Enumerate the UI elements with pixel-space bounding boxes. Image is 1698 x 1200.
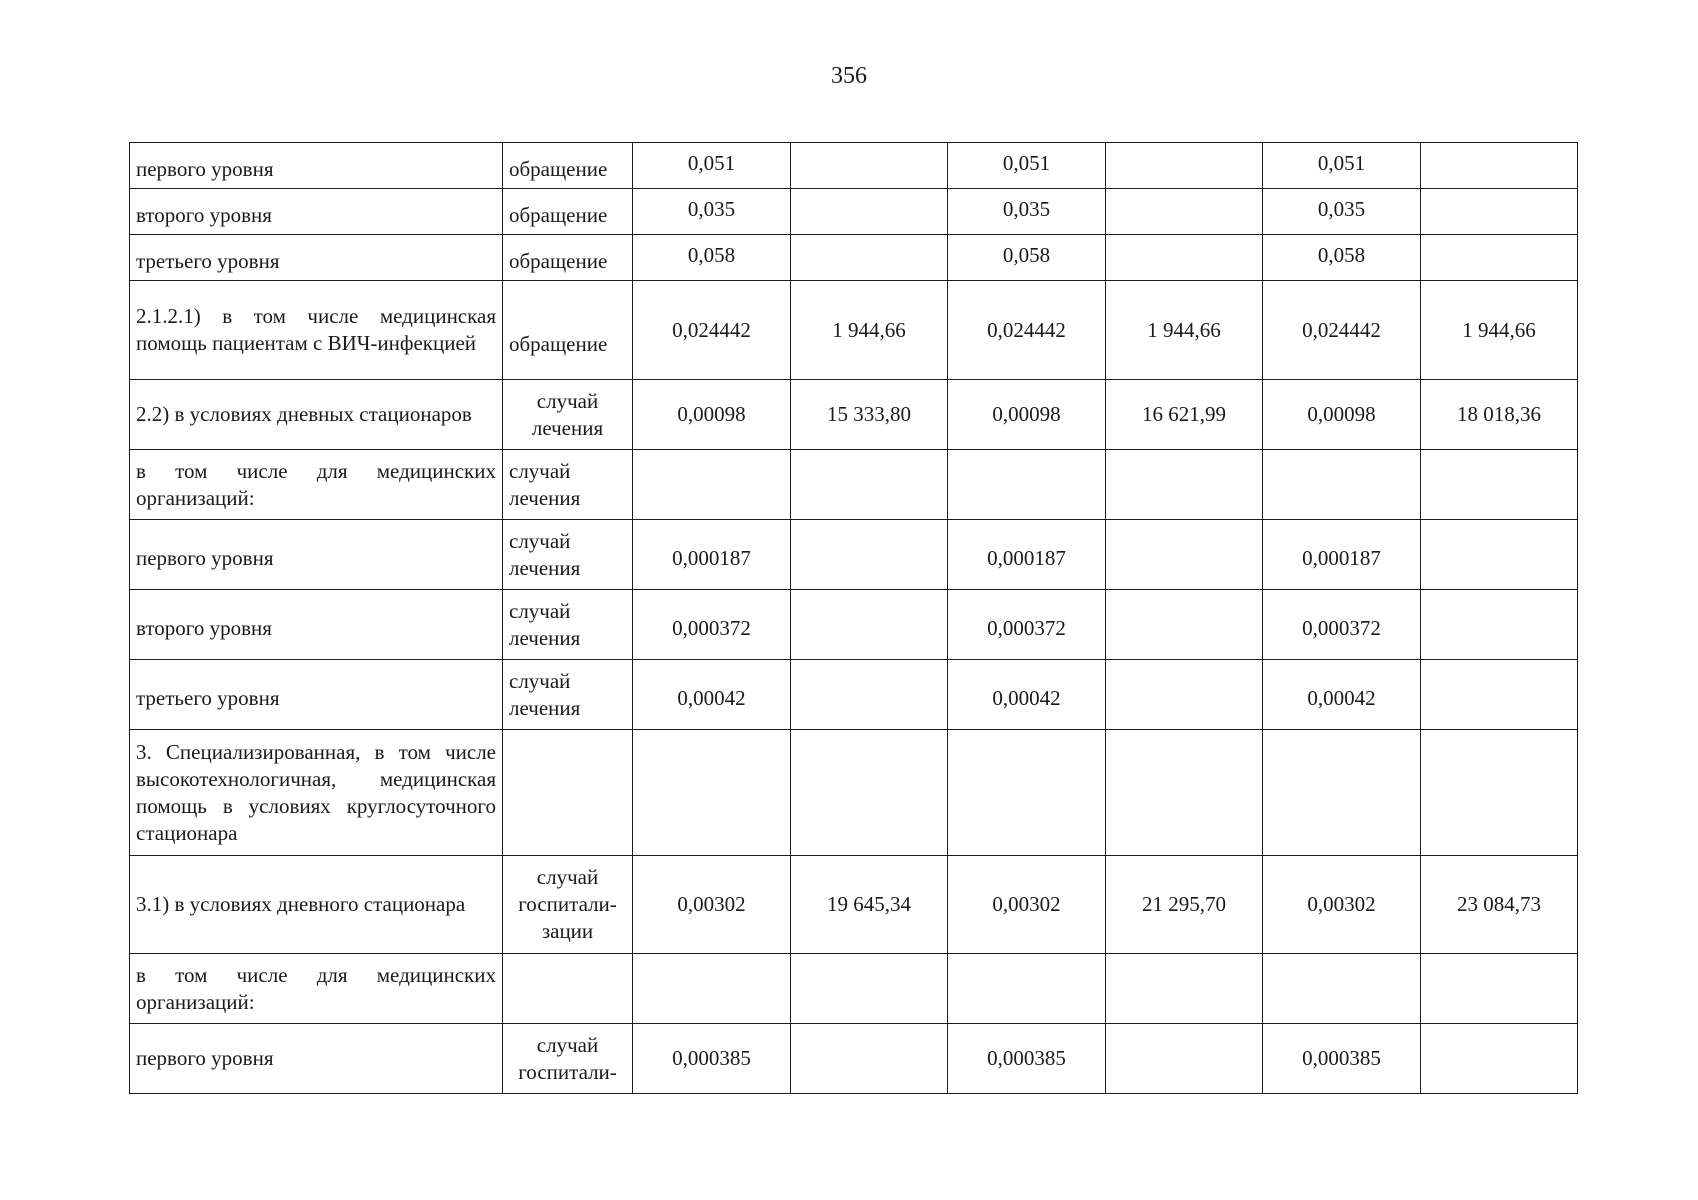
row-name: третьего уровня <box>130 235 503 281</box>
value-cell: 0,058 <box>1263 235 1421 281</box>
value-cell <box>1106 189 1263 235</box>
value-cell <box>633 450 791 520</box>
value-cell <box>633 730 791 856</box>
table-row <box>130 450 1578 520</box>
row-name: второго уровня <box>130 189 503 235</box>
value-cell <box>1106 143 1263 189</box>
table-row <box>130 235 1578 281</box>
value-cell <box>791 954 948 1024</box>
value-cell <box>791 143 948 189</box>
value-cell: 16 621,99 <box>1106 380 1263 450</box>
table-row <box>130 143 1578 189</box>
value-cell: 15 333,80 <box>791 380 948 450</box>
row-name: 3. Специализированная, в том числе высокотехнологичная, медицинская помощь в условиях круглосуточного стационара <box>130 730 503 856</box>
value-cell <box>791 590 948 660</box>
value-cell: 0,00042 <box>948 660 1106 730</box>
row-name: первого уровня <box>130 520 503 590</box>
row-name: третьего уровня <box>130 660 503 730</box>
row-name: 3.1) в условиях дневного стационара <box>130 856 503 954</box>
value-cell: 1 944,66 <box>1421 281 1578 380</box>
row-unit: обращение <box>503 235 633 281</box>
value-cell: 0,00098 <box>633 380 791 450</box>
row-unit <box>503 954 633 1024</box>
value-cell <box>948 730 1106 856</box>
value-cell: 0,00302 <box>633 856 791 954</box>
value-cell <box>791 1024 948 1094</box>
table-row <box>130 520 1578 590</box>
value-cell <box>791 235 948 281</box>
value-cell <box>1421 189 1578 235</box>
value-cell: 0,000385 <box>633 1024 791 1094</box>
table-row <box>130 380 1578 450</box>
table-row <box>130 730 1578 856</box>
value-cell <box>791 730 948 856</box>
table-row <box>130 281 1578 380</box>
row-unit: случай лечения <box>503 660 633 730</box>
value-cell: 0,00042 <box>633 660 791 730</box>
value-cell: 1 944,66 <box>791 281 948 380</box>
value-cell <box>1421 660 1578 730</box>
value-cell: 0,000372 <box>1263 590 1421 660</box>
value-cell: 1 944,66 <box>1106 281 1263 380</box>
table-row <box>130 590 1578 660</box>
value-cell: 0,00098 <box>1263 380 1421 450</box>
value-cell <box>791 450 948 520</box>
value-cell <box>1421 1024 1578 1094</box>
value-cell <box>948 450 1106 520</box>
row-unit: случай госпитали-зации <box>503 856 633 954</box>
row-unit <box>503 730 633 856</box>
value-cell <box>791 660 948 730</box>
value-cell <box>1421 730 1578 856</box>
row-unit: случай лечения <box>503 380 633 450</box>
row-unit: случай лечения <box>503 450 633 520</box>
row-name: 2.1.2.1) в том числе медицинская помощь пациентам с ВИЧ-инфекцией <box>130 281 503 380</box>
value-cell <box>1421 590 1578 660</box>
value-cell <box>1421 143 1578 189</box>
value-cell: 0,035 <box>948 189 1106 235</box>
value-cell: 0,000385 <box>1263 1024 1421 1094</box>
value-cell: 0,024442 <box>633 281 791 380</box>
value-cell <box>1106 235 1263 281</box>
row-unit: обращение <box>503 281 633 380</box>
row-unit: случай госпитали- <box>503 1024 633 1094</box>
value-cell: 19 645,34 <box>791 856 948 954</box>
row-name: первого уровня <box>130 1024 503 1094</box>
value-cell: 0,000372 <box>633 590 791 660</box>
value-cell: 0,00098 <box>948 380 1106 450</box>
value-cell: 0,024442 <box>948 281 1106 380</box>
value-cell: 21 295,70 <box>1106 856 1263 954</box>
value-cell <box>1421 450 1578 520</box>
value-cell <box>1263 450 1421 520</box>
value-cell: 0,000187 <box>633 520 791 590</box>
value-cell: 0,024442 <box>1263 281 1421 380</box>
value-cell: 23 084,73 <box>1421 856 1578 954</box>
value-cell <box>1421 954 1578 1024</box>
table-row <box>130 954 1578 1024</box>
value-cell: 18 018,36 <box>1421 380 1578 450</box>
value-cell: 0,000372 <box>948 590 1106 660</box>
value-cell <box>633 954 791 1024</box>
value-cell: 0,00302 <box>1263 856 1421 954</box>
row-name: в том числе для медицинских организаций: <box>130 450 503 520</box>
value-cell: 0,000187 <box>1263 520 1421 590</box>
value-cell: 0,035 <box>1263 189 1421 235</box>
value-cell <box>1106 730 1263 856</box>
value-cell <box>1106 1024 1263 1094</box>
value-cell: 0,058 <box>948 235 1106 281</box>
value-cell: 0,000385 <box>948 1024 1106 1094</box>
value-cell: 0,058 <box>633 235 791 281</box>
value-cell <box>948 954 1106 1024</box>
value-cell: 0,000187 <box>948 520 1106 590</box>
value-cell <box>1421 520 1578 590</box>
row-unit: случай лечения <box>503 520 633 590</box>
row-unit: обращение <box>503 143 633 189</box>
value-cell: 0,051 <box>1263 143 1421 189</box>
value-cell <box>791 189 948 235</box>
row-unit: обращение <box>503 189 633 235</box>
value-cell <box>1106 450 1263 520</box>
row-name: первого уровня <box>130 143 503 189</box>
table-row <box>130 1024 1578 1094</box>
table-row <box>130 660 1578 730</box>
value-cell: 0,051 <box>948 143 1106 189</box>
value-cell: 0,051 <box>633 143 791 189</box>
row-unit: случай лечения <box>503 590 633 660</box>
table-row <box>130 856 1578 954</box>
value-cell <box>1106 660 1263 730</box>
row-name: в том числе для медицинских организаций: <box>130 954 503 1024</box>
value-cell <box>791 520 948 590</box>
row-name: второго уровня <box>130 590 503 660</box>
value-cell <box>1106 590 1263 660</box>
value-cell <box>1421 235 1578 281</box>
value-cell: 0,00042 <box>1263 660 1421 730</box>
row-name: 2.2) в условиях дневных стационаров <box>130 380 503 450</box>
value-cell <box>1263 730 1421 856</box>
value-cell <box>1106 520 1263 590</box>
value-cell <box>1106 954 1263 1024</box>
value-cell: 0,00302 <box>948 856 1106 954</box>
page-number: 356 <box>831 63 867 89</box>
value-cell: 0,035 <box>633 189 791 235</box>
value-cell <box>1263 954 1421 1024</box>
standards-table <box>129 142 1578 1094</box>
table-row <box>130 189 1578 235</box>
